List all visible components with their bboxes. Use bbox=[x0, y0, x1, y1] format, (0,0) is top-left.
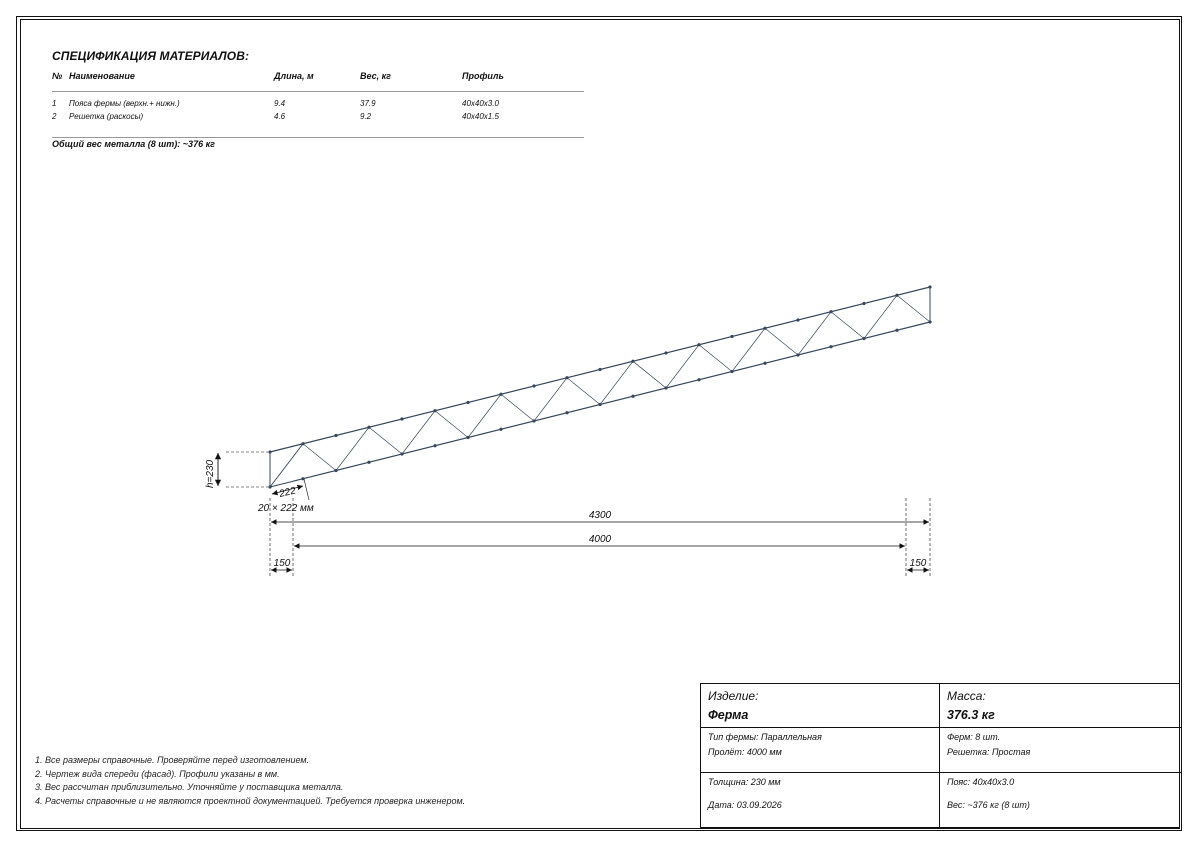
span-dimension-label: 4000 bbox=[588, 534, 612, 545]
truss-node bbox=[268, 485, 271, 488]
lattice-diagonal bbox=[303, 444, 336, 471]
spec-title: СПЕЦИФИКАЦИЯ МАТЕРИАЛОВ: bbox=[52, 49, 250, 63]
spec-cell-weight: 9.2 bbox=[360, 112, 372, 121]
truss-node bbox=[334, 469, 337, 472]
truss-node bbox=[268, 450, 271, 453]
truss-node bbox=[334, 434, 337, 437]
lattice-diagonal bbox=[699, 345, 732, 372]
lattice-diagonal bbox=[501, 394, 534, 421]
truss-node bbox=[631, 395, 634, 398]
spec-header-profile: Профиль bbox=[462, 71, 504, 81]
truss-node bbox=[400, 417, 403, 420]
truss-node bbox=[466, 401, 469, 404]
lattice-diagonal bbox=[435, 411, 468, 438]
truss-node bbox=[433, 409, 436, 412]
lattice-diagonal bbox=[567, 378, 600, 405]
truss-node bbox=[433, 444, 436, 447]
truss-node bbox=[664, 351, 667, 354]
diag-label: 222 bbox=[278, 485, 297, 500]
lattice-diagonal bbox=[831, 312, 864, 339]
lattice-diagonal bbox=[897, 295, 930, 322]
spec-cell-num: 2 bbox=[52, 112, 57, 121]
spec-cell-length: 4.6 bbox=[274, 112, 286, 121]
date: Дата: 03.09.2026 bbox=[708, 800, 782, 810]
truss-count: Ферм: 8 шт. bbox=[947, 732, 1001, 742]
truss-node bbox=[367, 461, 370, 464]
truss-node bbox=[565, 376, 568, 379]
lattice-diagonal bbox=[633, 361, 666, 388]
thickness: Толщина: 230 мм bbox=[708, 777, 781, 787]
spec-cell-profile: 40x40x3.0 bbox=[462, 99, 499, 108]
truss-node bbox=[532, 419, 535, 422]
truss-node bbox=[631, 360, 634, 363]
mass-value: 376.3 кг bbox=[947, 708, 995, 722]
truss-node bbox=[763, 327, 766, 330]
truss-node bbox=[301, 442, 304, 445]
truss-node bbox=[928, 285, 931, 288]
spec-cell-num: 1 bbox=[52, 99, 57, 108]
mass-label: Масса: bbox=[947, 689, 986, 703]
truss-node bbox=[598, 403, 601, 406]
spec-header-name: Наименование bbox=[69, 71, 135, 81]
height-label: h=230 bbox=[205, 459, 216, 488]
truss-node bbox=[367, 426, 370, 429]
spec-cell-weight: 37.9 bbox=[360, 99, 376, 108]
total-dimension-label: 4300 bbox=[588, 510, 612, 521]
truss-node bbox=[697, 378, 700, 381]
note-item: 2. Чертеж вида спереди (фасад). Профили указаны в мм. bbox=[35, 768, 280, 779]
truss-node bbox=[895, 294, 898, 297]
left-offset-label: 150 bbox=[273, 558, 291, 569]
truss-node bbox=[796, 318, 799, 321]
spec-header-num: № bbox=[52, 71, 63, 81]
total-weight: Вес: ~376 кг (8 шт) bbox=[947, 800, 1030, 810]
chord-profile: Пояс: 40x40x3.0 bbox=[947, 777, 1015, 787]
panel-label: 20 × 222 мм bbox=[258, 503, 314, 514]
truss-node bbox=[565, 411, 568, 414]
truss-span: Пролёт: 4000 мм bbox=[708, 747, 782, 757]
truss-node bbox=[499, 428, 502, 431]
truss-node bbox=[532, 384, 535, 387]
lattice-diagonal bbox=[765, 328, 798, 355]
spec-header-length: Длина, м bbox=[274, 71, 314, 81]
truss-node bbox=[895, 329, 898, 332]
product-value: Ферма bbox=[708, 708, 749, 722]
truss-node bbox=[796, 353, 799, 356]
lattice-type: Решетка: Простая bbox=[947, 747, 1031, 757]
note-item: 4. Расчеты справочные и не являются проектной документацией. Требуется проверка инженером. bbox=[35, 795, 466, 806]
right-offset-label: 150 bbox=[909, 558, 927, 569]
spec-total: Общий вес металла (8 шт): ~376 кг bbox=[52, 139, 215, 149]
truss-node bbox=[730, 370, 733, 373]
truss-node bbox=[697, 343, 700, 346]
title-block bbox=[700, 683, 1180, 828]
product-label: Изделие: bbox=[708, 689, 759, 703]
spec-cell-length: 9.4 bbox=[274, 99, 286, 108]
truss-node bbox=[862, 337, 865, 340]
truss-node bbox=[763, 362, 766, 365]
truss-node bbox=[829, 310, 832, 313]
truss-type: Тип фермы: Параллельная bbox=[708, 732, 822, 742]
spec-cell-profile: 40x40x1.5 bbox=[462, 112, 499, 121]
notes bbox=[35, 754, 465, 808]
truss-node bbox=[400, 452, 403, 455]
spec-cell-name: Пояса фермы (верхн.+ нижн.) bbox=[69, 99, 180, 108]
spec-cell-name: Решетка (раскосы) bbox=[69, 112, 144, 121]
truss-node bbox=[499, 393, 502, 396]
truss-node bbox=[664, 386, 667, 389]
note-item: 1. Все размеры справочные. Проверяйте перед изготовлением. bbox=[35, 755, 310, 765]
spec-header-weight: Вес, кг bbox=[360, 71, 391, 81]
truss-node bbox=[730, 335, 733, 338]
truss-node bbox=[466, 436, 469, 439]
truss bbox=[268, 285, 931, 488]
truss-node bbox=[598, 368, 601, 371]
truss-node bbox=[928, 320, 931, 323]
note-item: 3. Вес рассчитан приблизительно. Уточняйте у поставщика металла. bbox=[35, 782, 344, 793]
bottom-chord bbox=[293, 322, 930, 481]
truss-node bbox=[862, 302, 865, 305]
truss-node bbox=[829, 345, 832, 348]
lattice-diagonal bbox=[369, 427, 402, 454]
